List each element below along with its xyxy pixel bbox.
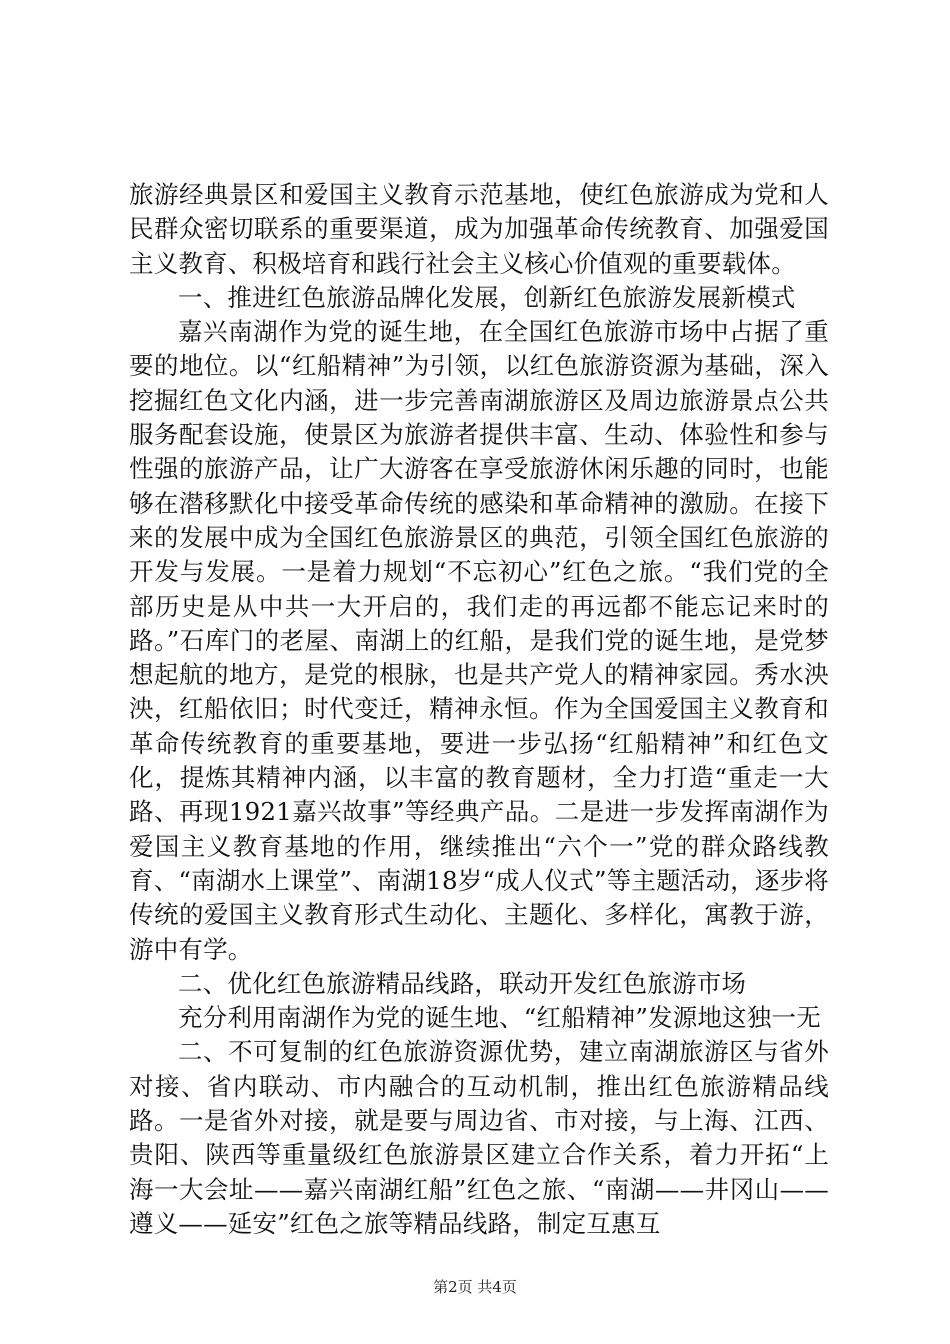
document-body [129,178,829,1241]
paragraph-continuation: 旅游经典景区和爱国主义教育示范基地，使红色旅游成为党和人民群众密切联系的重要渠道，成为加强革命传统教育、加强爱国主义教育、积极培育和践行社会主义核心价值观的重要载体。 [129,180,829,278]
section-heading-two: 二、优化红色旅游精品线路，联动开发红色旅游市场 [178,968,747,998]
page-number-footer: 第2页 共4页 [433,1278,517,1296]
section-heading-one: 一、推进红色旅游品牌化发展，创新红色旅游发展新模式 [178,282,796,312]
paragraph-red-tourism-brand: 嘉兴南湖作为党的诞生地，在全国红色旅游市场中占据了重要的地位。以“红船精神”为引领，以红色旅游资源为基础，深入挖掘红色文化内涵，进一步完善南湖旅游区及周边旅游景点公共服务配套设施，使景区为旅游者提供丰富、生动、体验性和参与性强的旅游产品，让广大游客在享受旅游休闲乐趣的同时，也能够在潜移默化中接受革命传统的感染和革命精神的激励。在接下来的发展中成为全国红色旅游景区的典范，引领全国红色旅游的开发与发展。一是着力规划“不忘初心”红色之旅。“我们党的全部历史是从中共一大开启的，我们走的再远都不能忘记来时的路。”石库门的老屋、南湖上的红船，是我们党的诞生地，是党梦想起航的地方，是党的根脉，也是共产党人的精神家园。秀水泱泱，红船依旧；时代变迁，精神永恒。作为全国爱国主义教育和革命传统教育的重要基地，要进一步弘扬“红船精神”和红色文化，提炼其精神内涵，以丰富的教育题材，全力打造“重走一大路、再现1921嘉兴故事”等经典产品。二是进一步发挥南湖作为爱国主义教育基地的作用，继续推出“六个一”党的群众路线教育、“南湖水上课堂”、南湖18岁“成人仪式”等主题活动，逐步将传统的爱国主义教育形式生动化、主题化、多样化，寓教于游，游中有学。 [129,317,829,964]
paragraph-nanhu-advantage: 充分利用南湖作为党的诞生地、“红船精神”发源地这独一无 [178,1003,821,1033]
paragraph-boutique-routes: 二、不可复制的红色旅游资源优势，建立南湖旅游区与省外对接、省内联动、市内融合的互动机制，推出红色旅游精品线路。一是省外对接，就是要与周边省、市对接，与上海、江西、贵阳、陕西等重量级红色旅游景区建立合作关系，着力开拓“上海一大会址——嘉兴南湖红船”红色之旅、“南湖——井冈山——遵义——延安”红色之旅等精品线路，制定互惠互 [129,1037,829,1238]
